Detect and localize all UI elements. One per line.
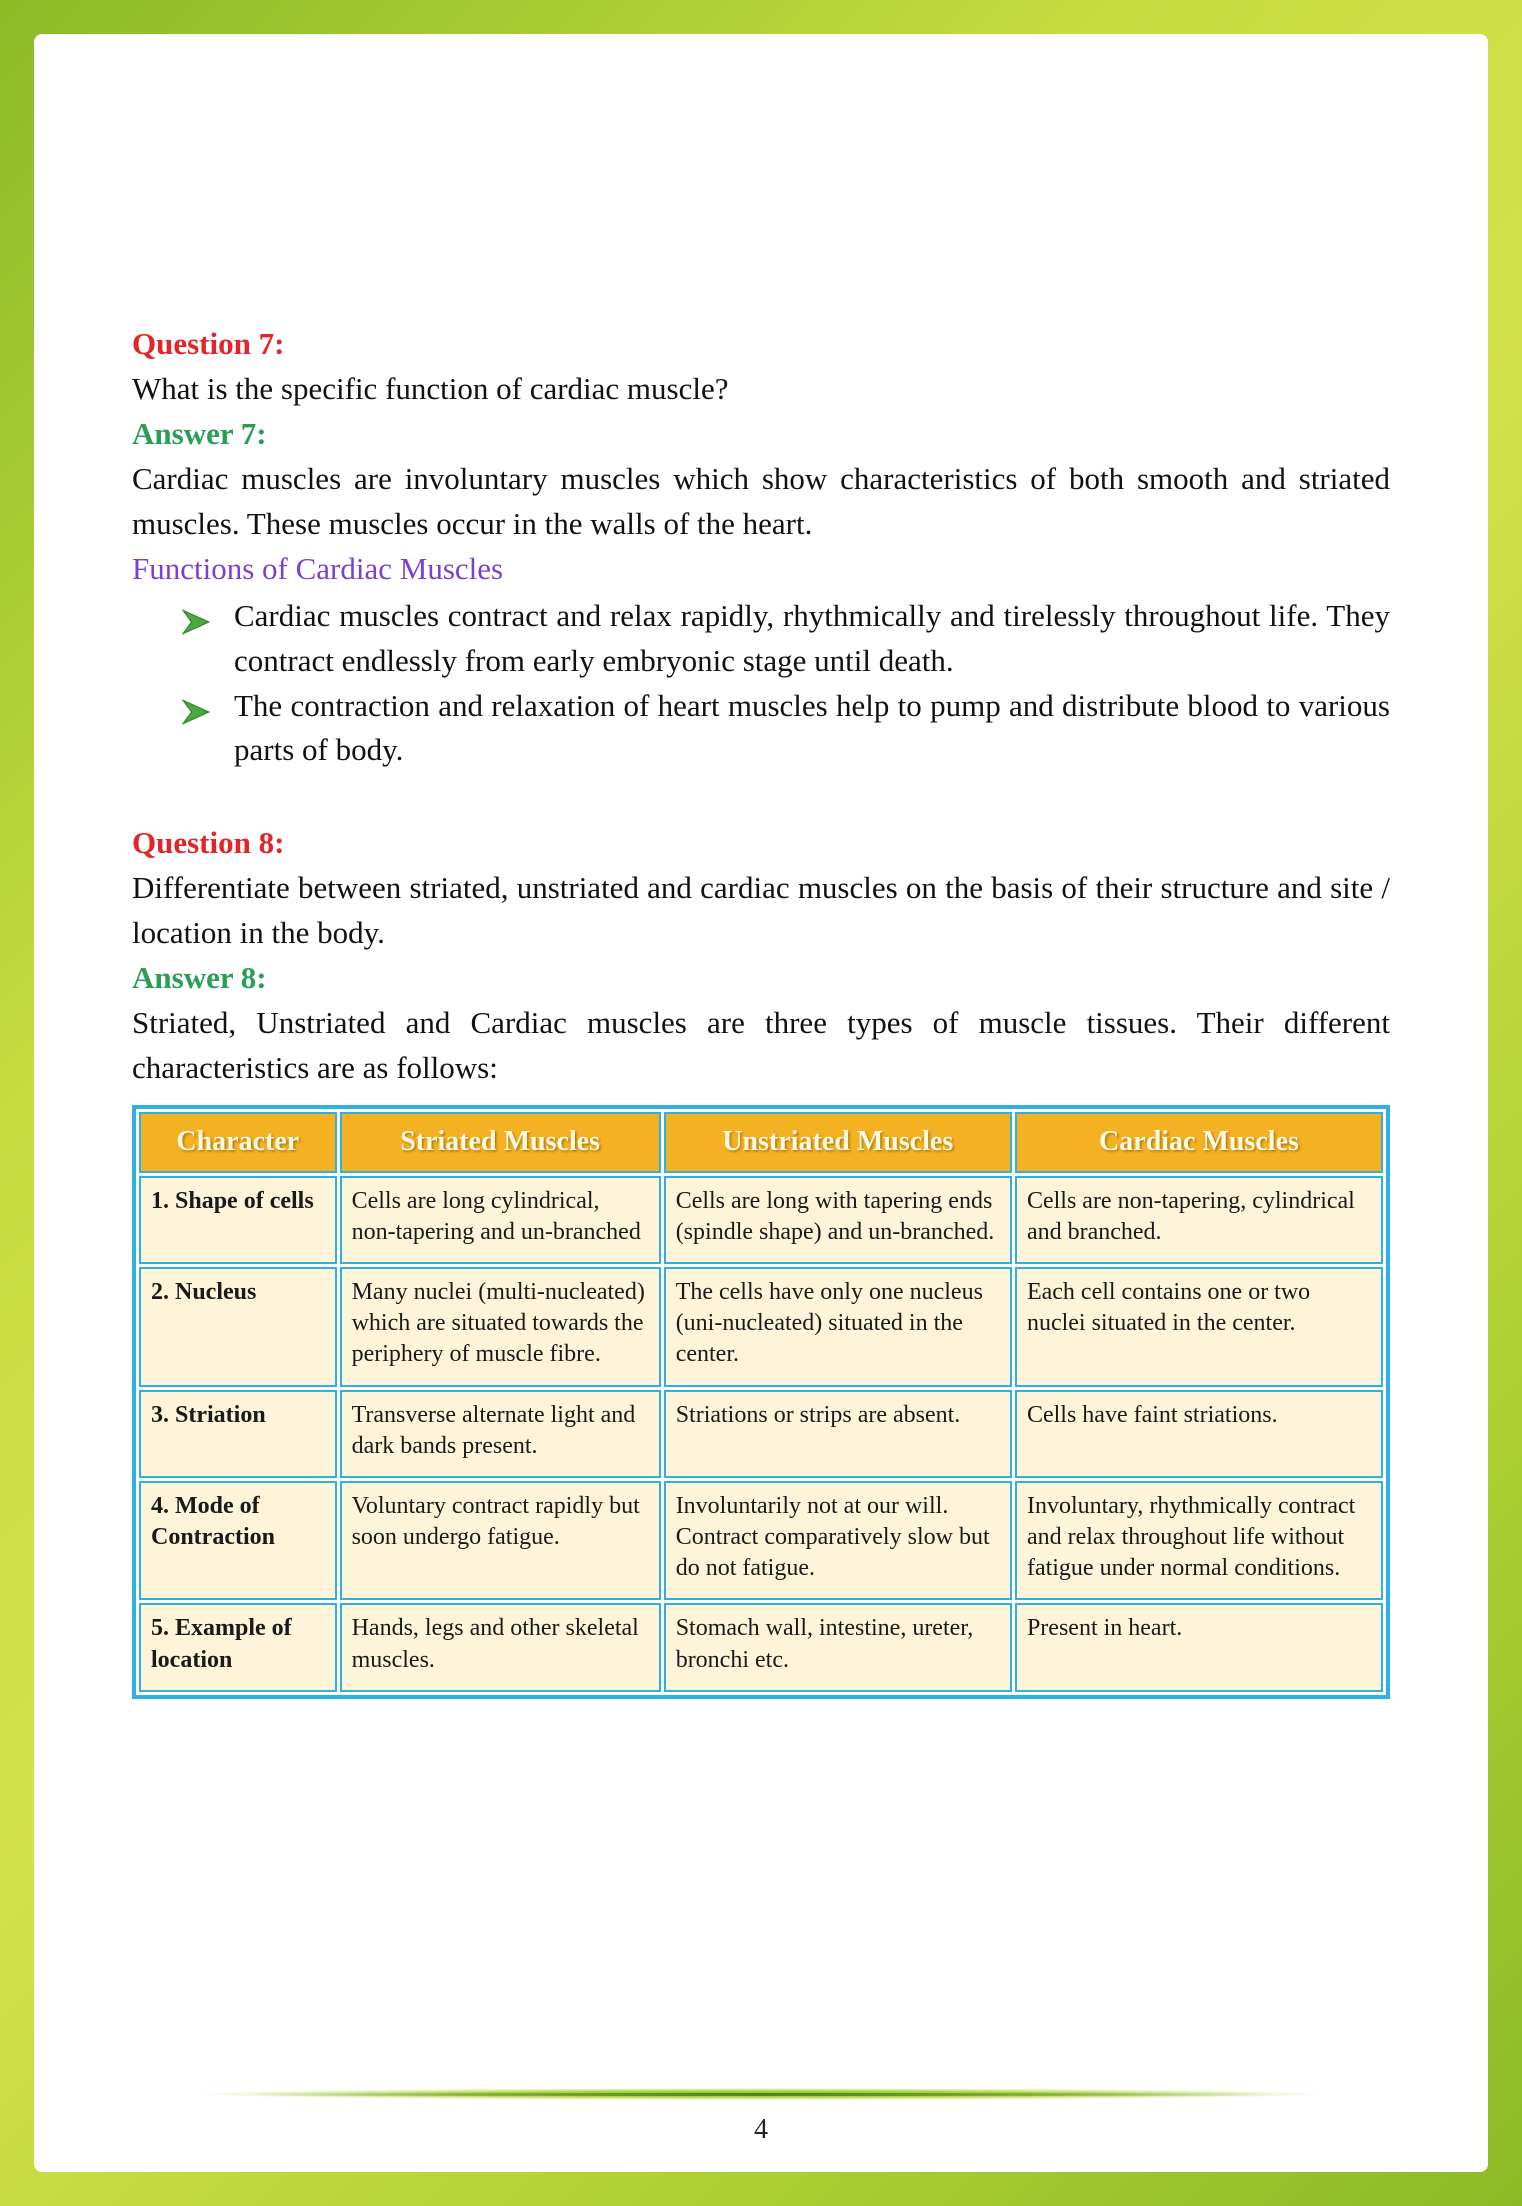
question7-heading: Question 7: bbox=[132, 326, 285, 361]
cell-cardiac: Involuntary, rhythmically contract and relax throughout life without fatigue under normal conditions. bbox=[1015, 1481, 1383, 1601]
page-content bbox=[34, 34, 1488, 1699]
cell-unstriated: The cells have only one nucleus (uni-nucleated) situated in the center. bbox=[664, 1267, 1012, 1387]
cell-character: 2. Nucleus bbox=[139, 1267, 337, 1387]
table-row bbox=[139, 1390, 1383, 1478]
page-footer bbox=[34, 2088, 1488, 2146]
cell-cardiac: Each cell contains one or two nuclei situated in the center. bbox=[1015, 1267, 1383, 1387]
list-item bbox=[132, 684, 1390, 774]
cell-character: 3. Striation bbox=[139, 1390, 337, 1478]
list-item bbox=[132, 594, 1390, 684]
column-header-striated: Striated Muscles bbox=[340, 1112, 661, 1173]
bullet-text: Cardiac muscles contract and relax rapidly, rhythmically and tirelessly throughout life. They contract endlessly from early embryonic stage until death. bbox=[234, 597, 1390, 678]
cell-striated: Cells are long cylindrical, non-tapering and un-branched bbox=[340, 1176, 661, 1264]
muscle-comparison-table bbox=[132, 1105, 1390, 1699]
question8-heading: Question 8: bbox=[132, 825, 285, 861]
cell-cardiac: Cells are non-tapering, cylindrical and branched. bbox=[1015, 1176, 1383, 1264]
cell-unstriated: Involuntarily not at our will. Contract comparatively slow but do not fatigue. bbox=[664, 1481, 1012, 1601]
bullet-text: The contraction and relaxation of heart muscles help to pump and distribute blood to various parts of body. bbox=[234, 687, 1390, 768]
cell-character: 1. Shape of cells bbox=[139, 1176, 337, 1264]
cell-unstriated: Stomach wall, intestine, ureter, bronchi etc. bbox=[664, 1603, 1012, 1691]
cell-unstriated: Cells are long with tapering ends (spindle shape) and un-branched. bbox=[664, 1176, 1012, 1264]
table-header-row bbox=[139, 1112, 1383, 1173]
arrow-bullet-icon bbox=[182, 684, 234, 738]
page-number: 4 bbox=[754, 2114, 768, 2145]
arrow-bullet-icon bbox=[182, 594, 234, 648]
table-row bbox=[139, 1481, 1383, 1601]
answer7-text: Cardiac muscles are involuntary muscles which show characteristics of both smooth and striated muscles. These muscles occur in the walls of the heart. bbox=[132, 460, 1390, 541]
cell-character: 5. Example of location bbox=[139, 1603, 337, 1691]
cell-unstriated: Striations or strips are absent. bbox=[664, 1390, 1012, 1478]
cell-striated: Voluntary contract rapidly but soon undergo fatigue. bbox=[340, 1481, 661, 1601]
column-header-character: Character bbox=[139, 1112, 337, 1173]
answer8-heading: Answer 8: bbox=[132, 960, 267, 996]
cell-cardiac: Present in heart. bbox=[1015, 1603, 1383, 1691]
functions-subheading: Functions of Cardiac Muscles bbox=[132, 550, 504, 586]
cell-striated: Hands, legs and other skeletal muscles. bbox=[340, 1603, 661, 1691]
column-header-unstriated: Unstriated Muscles bbox=[664, 1112, 1012, 1173]
document-page bbox=[34, 34, 1488, 2172]
answer8-intro: Striated, Unstriated and Cardiac muscles are three types of muscle tissues. Their different characteristics are as follows: bbox=[132, 1005, 1390, 1086]
question8-text: Differentiate between striated, unstriated and cardiac muscles on the basis of their structure and site / location in the body. bbox=[132, 870, 1390, 951]
cell-striated: Many nuclei (multi-nucleated) which are situated towards the periphery of muscle fibre. bbox=[340, 1267, 661, 1387]
column-header-cardiac: Cardiac Muscles bbox=[1015, 1112, 1383, 1173]
table-row bbox=[139, 1176, 1383, 1264]
question7-text: What is the specific function of cardiac muscle? bbox=[132, 370, 729, 406]
table-row bbox=[139, 1603, 1383, 1691]
answer7-heading: Answer 7: bbox=[132, 415, 267, 451]
cell-character: 4. Mode of Contraction bbox=[139, 1481, 337, 1601]
cell-cardiac: Cells have faint striations. bbox=[1015, 1390, 1383, 1478]
cell-striated: Transverse alternate light and dark bands present. bbox=[340, 1390, 661, 1478]
decorative-divider bbox=[194, 2088, 1328, 2100]
table-row bbox=[139, 1267, 1383, 1387]
answer7-bullet-list bbox=[132, 594, 1390, 774]
